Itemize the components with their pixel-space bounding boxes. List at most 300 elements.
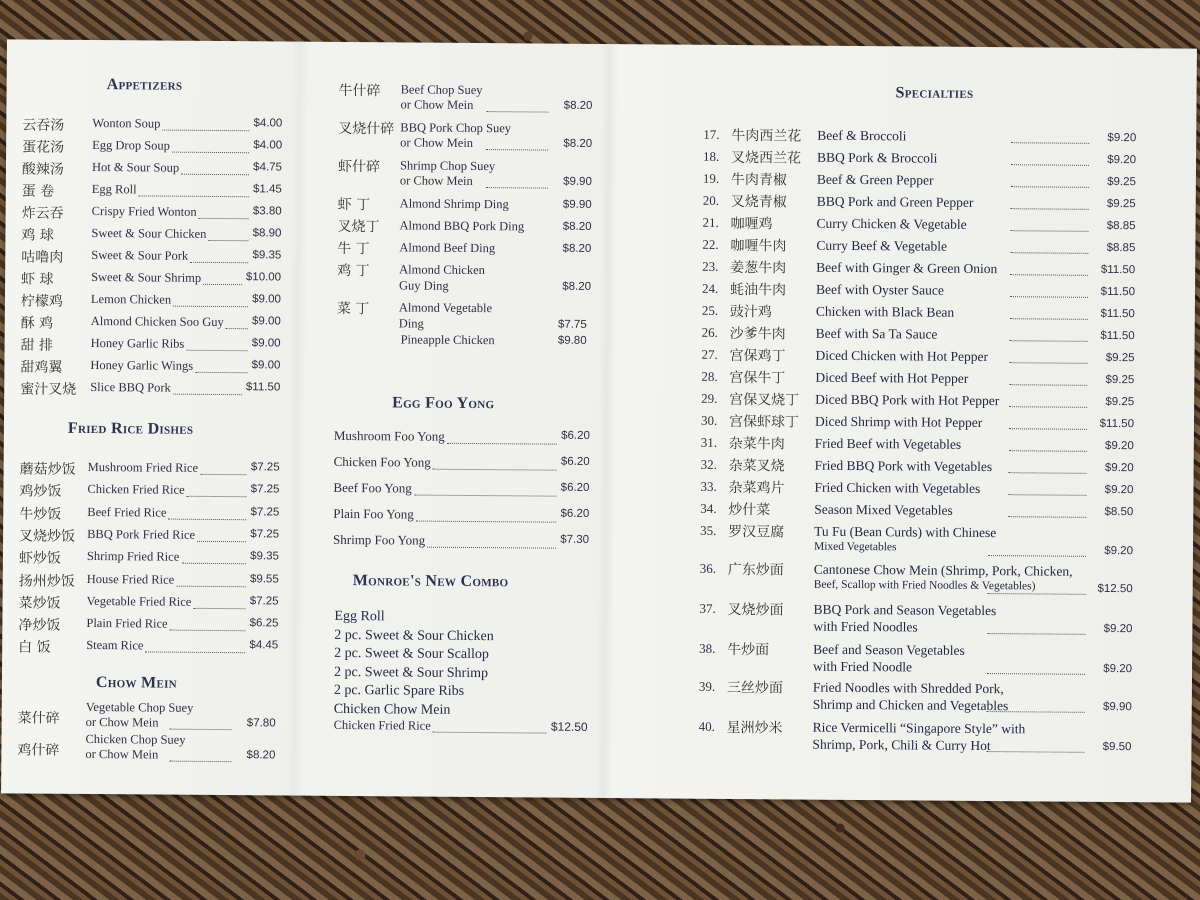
menu-row xyxy=(293,480,605,502)
dot-leader xyxy=(1011,186,1089,188)
item-price: $9.20 xyxy=(1103,662,1133,676)
item-price: $6.20 xyxy=(560,507,590,520)
item-name: Plain Foo Yong xyxy=(333,505,414,522)
combo-item: 2 pc. Sweet & Sour Chicken xyxy=(334,627,494,644)
item-price: $8.20 xyxy=(563,137,593,150)
item-price: $4.45 xyxy=(249,639,279,652)
item-name-line1: Beef & Broccoli xyxy=(817,127,907,144)
dot-leader xyxy=(190,262,248,263)
item-price: $9.50 xyxy=(1102,740,1132,754)
item-name-line2: Guy Ding xyxy=(399,278,449,293)
item-number: 38. xyxy=(699,640,716,656)
dot-leader xyxy=(1010,296,1088,298)
item-name-line2: Shrimp and Chicken and Vegetables xyxy=(812,696,1009,714)
chinese-name: 炸云吞 xyxy=(21,205,64,222)
item-price: $6.20 xyxy=(561,429,590,442)
dot-leader xyxy=(181,174,249,176)
dot-leader xyxy=(170,729,232,730)
item-name-line1: Beef with Ginger & Green Onion xyxy=(816,259,998,277)
item-price: $10.00 xyxy=(245,271,282,284)
dot-leader xyxy=(1011,142,1089,144)
item-number: 31. xyxy=(700,434,718,450)
dot-leader xyxy=(200,474,247,475)
item-price: $9.20 xyxy=(1104,483,1134,497)
menu-row xyxy=(5,247,293,269)
item-name-line1: BBQ Pork and Green Pepper xyxy=(816,193,974,210)
dot-leader xyxy=(1010,340,1088,342)
item-name-line2: or Chow Mein xyxy=(85,714,159,730)
item-price: $4.00 xyxy=(253,139,283,152)
dot-leader xyxy=(1009,362,1087,364)
item-name-line1: Shrimp Chop Suey xyxy=(399,158,496,174)
chinese-name: 牛肉西兰花 xyxy=(731,128,802,145)
item-name-line1: Fried Noodles with Shredded Pork, xyxy=(812,679,1004,697)
chinese-name: 杂菜牛肉 xyxy=(728,436,785,453)
item-name-line1: Beef with Oyster Sauce xyxy=(815,281,944,298)
item-number: 28. xyxy=(701,368,718,384)
item-name: Shrimp Foo Yong xyxy=(333,531,426,548)
item-price: $8.20 xyxy=(562,220,592,233)
item-name-line1: Beef & Green Pepper xyxy=(816,171,934,188)
item-price: $9.25 xyxy=(1107,175,1136,189)
chow-mein-heading: Chow Mein xyxy=(95,674,178,692)
chinese-name: 叉烧西兰花 xyxy=(731,150,802,167)
item-name-line1: Diced BBQ Pork with Hot Pepper xyxy=(815,391,1000,409)
item-number: 36. xyxy=(699,560,717,576)
item-name: Beef Fried Rice xyxy=(87,504,167,520)
item-name: Beef Foo Yong xyxy=(333,479,412,496)
combo-item: 2 pc. Sweet & Sour Scallop xyxy=(334,645,489,663)
item-name: Honey Garlic Wings xyxy=(90,358,194,373)
dot-leader xyxy=(1011,230,1089,232)
item-name-line2: or Chow Mein xyxy=(399,173,473,189)
item-name: BBQ Pork Fried Rice xyxy=(87,526,196,542)
item-name: Sweet & Sour Chicken xyxy=(91,226,207,241)
combo-last-item: Chicken Fried Rice xyxy=(333,717,431,733)
menu-row xyxy=(5,313,293,335)
dot-leader xyxy=(203,284,242,285)
item-name-line1: Fried Chicken with Vegetables xyxy=(814,479,981,496)
chinese-name: 净炒饭 xyxy=(18,617,61,634)
chinese-name: 柠檬鸡 xyxy=(20,293,63,310)
item-name: Lemon Chicken xyxy=(90,292,172,307)
chinese-name: 鸡 丁 xyxy=(337,262,370,280)
chinese-name: 虾什碎 xyxy=(337,158,381,176)
item-price: $9.20 xyxy=(1107,131,1137,145)
chinese-name: 牛肉青椒 xyxy=(730,172,787,189)
dot-leader xyxy=(427,547,556,549)
menu-row xyxy=(5,225,293,247)
panel-middle xyxy=(291,42,609,798)
chinese-name: 菜 丁 xyxy=(336,300,370,318)
chinese-name: 罗汉豆腐 xyxy=(728,524,785,541)
item-price: $11.50 xyxy=(245,381,281,394)
chinese-name: 鸡 球 xyxy=(21,227,54,244)
item-price: $6.20 xyxy=(560,455,590,468)
item-name-line1: Chicken Chop Suey xyxy=(85,731,186,747)
menu-row xyxy=(6,137,294,159)
item-price: $6.20 xyxy=(560,481,590,494)
item-name: Plain Fried Rice xyxy=(86,616,168,631)
menu-row xyxy=(5,291,293,313)
dot-leader xyxy=(195,372,247,373)
item-name: Slice BBQ Pork xyxy=(90,380,171,395)
item-name-line1: Beef Chop Suey xyxy=(400,82,483,98)
item-name: Mushroom Fried Rice xyxy=(87,459,199,475)
item-name-line1: Almond Beef Ding xyxy=(399,240,496,256)
item-name: Chicken Fried Rice xyxy=(87,482,185,498)
dot-leader xyxy=(208,240,248,241)
item-name: Egg Roll xyxy=(91,182,137,197)
dot-leader xyxy=(987,633,1085,635)
item-price: $7.80 xyxy=(246,717,276,730)
chinese-name: 蛋 卷 xyxy=(21,183,55,200)
menu-row xyxy=(294,428,606,450)
combo-heading: Monroe's New Combo xyxy=(352,572,509,591)
menu-paper xyxy=(1,39,1197,802)
item-price: $8.90 xyxy=(252,227,282,240)
item-number: 23. xyxy=(702,258,719,274)
dot-leader xyxy=(146,652,246,654)
chinese-name: 虾 丁 xyxy=(337,196,371,214)
menu-row xyxy=(4,379,292,401)
item-name: Crispy Fried Wonton xyxy=(91,204,197,219)
item-number: 25. xyxy=(701,302,719,318)
item-name-line2: Shrimp, Pork, Chili & Curry Hot xyxy=(812,736,991,754)
menu-row xyxy=(293,532,605,554)
menu-row xyxy=(293,506,605,528)
item-price: $9.00 xyxy=(251,359,281,372)
dot-leader xyxy=(1009,450,1087,452)
dot-leader xyxy=(173,394,242,396)
chinese-name: 宫保虾球丁 xyxy=(728,414,800,431)
chinese-name: 炒什菜 xyxy=(728,502,771,519)
dot-leader xyxy=(486,187,548,188)
chinese-name: 咖喱鸡 xyxy=(730,216,773,233)
item-name-line2: Pineapple Chicken xyxy=(400,332,495,348)
item-name-line1: Beef with Sa Ta Sauce xyxy=(815,325,938,342)
chop-suey-list xyxy=(297,42,609,189)
item-price: $9.90 xyxy=(563,175,592,188)
item-price: $9.20 xyxy=(1104,544,1134,558)
dot-leader xyxy=(1010,318,1088,320)
chinese-name: 白 饭 xyxy=(18,639,51,657)
item-name-line2: or Chow Mein xyxy=(400,135,474,151)
dot-leader xyxy=(163,130,250,132)
item-price: $3.80 xyxy=(252,205,282,218)
item-price: $4.00 xyxy=(253,117,283,130)
dot-leader xyxy=(1008,516,1086,518)
chinese-name: 云吞汤 xyxy=(22,117,65,134)
item-price: $8.20 xyxy=(562,280,592,293)
menu-row xyxy=(5,269,293,291)
item-price: $9.00 xyxy=(251,315,281,328)
item-price: $7.25 xyxy=(249,595,279,608)
item-number: 17. xyxy=(703,126,720,142)
chinese-name: 杂菜叉烧 xyxy=(728,458,785,475)
item-number: 26. xyxy=(701,324,719,340)
dot-leader xyxy=(1011,164,1089,166)
item-number: 35. xyxy=(700,522,717,538)
chinese-name: 宫保鸡丁 xyxy=(729,348,786,365)
item-price: $11.50 xyxy=(1100,307,1135,321)
chinese-name: 姜葱牛肉 xyxy=(730,260,787,277)
combo-price: $12.50 xyxy=(550,719,588,734)
menu-row xyxy=(6,181,294,203)
chinese-name: 叉烧炒饭 xyxy=(19,528,76,545)
item-price: $1.45 xyxy=(252,183,282,196)
chinese-name: 菜炒饭 xyxy=(18,595,61,612)
dot-leader xyxy=(181,563,246,565)
dot-leader xyxy=(1009,472,1087,474)
item-price: $9.00 xyxy=(251,337,281,350)
item-price: $11.50 xyxy=(1100,329,1135,343)
item-name-line1: Season Mixed Vegetables xyxy=(814,501,953,518)
item-name-line1: Diced Chicken with Hot Pepper xyxy=(815,347,989,365)
item-name-line1: Almond Vegetable xyxy=(398,300,493,316)
chinese-name: 牛 丁 xyxy=(337,240,370,258)
appetizers-heading: Appetizers xyxy=(106,76,183,94)
chinese-name: 甜 排 xyxy=(20,337,54,354)
item-number: 20. xyxy=(702,192,720,208)
menu-row xyxy=(3,571,291,593)
item-name: Chicken Foo Yong xyxy=(333,453,431,470)
item-name: Sweet & Sour Pork xyxy=(91,248,189,263)
dot-leader xyxy=(486,149,548,150)
menu-row xyxy=(6,159,294,181)
chinese-name: 牛炒饭 xyxy=(19,506,62,523)
chinese-name: 蘑菇炒饭 xyxy=(19,461,76,478)
item-name-line2: Mixed Vegetables xyxy=(813,540,897,554)
item-number: 24. xyxy=(701,280,719,296)
item-price: $9.35 xyxy=(252,249,282,262)
chinese-name: 叉烧什碎 xyxy=(338,120,395,138)
item-number: 19. xyxy=(702,170,720,186)
dot-leader xyxy=(1009,384,1087,386)
dot-leader xyxy=(416,521,557,523)
item-price: $8.85 xyxy=(1106,219,1136,233)
item-name-line1: BBQ Pork & Broccoli xyxy=(817,149,938,166)
chinese-name: 三丝炒面 xyxy=(726,680,783,697)
dot-leader xyxy=(169,761,231,762)
panel-left xyxy=(1,39,295,795)
item-price: $9.25 xyxy=(1105,395,1135,409)
chinese-name: 扬州炒饭 xyxy=(18,572,75,590)
dot-leader xyxy=(1009,406,1087,408)
menu-row xyxy=(4,357,292,379)
chinese-name: 蚝油牛肉 xyxy=(729,282,787,299)
item-name-line1: Vegetable Chop Suey xyxy=(85,699,194,715)
item-price: $7.25 xyxy=(250,505,280,519)
item-price: $9.90 xyxy=(562,198,592,211)
item-number: 18. xyxy=(703,148,720,164)
item-price: $12.50 xyxy=(1097,582,1133,596)
dot-leader xyxy=(197,541,246,542)
item-price: $8.20 xyxy=(562,242,592,255)
chinese-name: 沙爹牛肉 xyxy=(729,326,786,343)
item-price: $4.75 xyxy=(253,161,283,174)
chinese-name: 星洲炒米 xyxy=(726,720,783,737)
item-name: Sweet & Sour Shrimp xyxy=(91,270,202,285)
dot-leader xyxy=(433,732,547,734)
chinese-name: 虾炒饭 xyxy=(18,550,61,567)
panel-right xyxy=(606,44,1197,803)
item-price: $11.50 xyxy=(1100,263,1136,277)
dot-leader xyxy=(186,350,247,351)
fried-rice-heading: Fried Rice Dishes xyxy=(67,419,194,438)
chinese-name: 虾 球 xyxy=(21,271,54,288)
chinese-name: 菜什碎 xyxy=(17,710,60,727)
item-name: Honey Garlic Ribs xyxy=(90,336,185,351)
menu-row xyxy=(2,638,290,660)
item-price: $9.25 xyxy=(1106,197,1136,211)
item-name: Wonton Soup xyxy=(92,116,161,131)
chinese-name: 牛炒面 xyxy=(727,642,770,659)
menu-row xyxy=(3,526,291,548)
dot-leader xyxy=(226,328,248,329)
menu-row xyxy=(2,593,290,615)
chinese-name: 甜鸡翼 xyxy=(20,359,63,376)
combo-item: 2 pc. Sweet & Sour Shrimp xyxy=(333,664,489,681)
item-name-line1: Tu Fu (Bean Curds) with Chinese xyxy=(814,523,997,541)
item-price: $11.50 xyxy=(1100,285,1136,299)
combo-item: Egg Roll xyxy=(334,608,385,625)
item-name-line1: Curry Beef & Vegetable xyxy=(816,237,948,254)
item-name-line2: Beef, Scallop with Fried Noodles & Vegetables) xyxy=(813,578,1036,593)
item-name-line1: Almond BBQ Pork Ding xyxy=(399,218,525,234)
menu-row xyxy=(3,504,291,526)
chinese-name: 叉烧炒面 xyxy=(727,602,784,619)
item-price: $8.50 xyxy=(1104,505,1134,519)
chinese-name: 宫保叉烧丁 xyxy=(729,392,800,409)
chinese-name: 豉汁鸡 xyxy=(729,304,772,321)
item-price: $8.85 xyxy=(1106,241,1136,255)
menu-row xyxy=(4,335,292,357)
item-name-line1: Rice Vermicelli “Singapore Style” with xyxy=(812,719,1026,737)
dot-leader xyxy=(173,306,248,308)
menu-row xyxy=(6,115,294,137)
item-price: $9.20 xyxy=(1107,153,1137,167)
item-name: Hot & Sour Soup xyxy=(91,160,180,175)
item-number: 33. xyxy=(700,478,717,494)
chinese-name: 牛什碎 xyxy=(338,82,381,100)
item-price: $9.80 xyxy=(557,334,587,347)
dot-leader xyxy=(1009,428,1087,430)
item-price: $8.20 xyxy=(563,99,593,112)
chinese-name: 鸡炒饭 xyxy=(19,483,62,501)
egg-foo-yong-heading: Egg Foo Yong xyxy=(392,394,495,413)
item-price: $11.50 xyxy=(1099,417,1135,431)
item-price: $7.25 xyxy=(250,483,280,496)
specialties-heading: Specialties xyxy=(895,84,974,102)
chinese-name: 叉烧丁 xyxy=(337,218,380,236)
chinese-name: 蜜汁叉烧 xyxy=(20,381,77,398)
combo-item: 2 pc. Garlic Spare Ribs xyxy=(333,682,465,699)
item-number: 37. xyxy=(699,600,716,616)
item-price: $7.30 xyxy=(560,533,590,546)
item-price: $9.20 xyxy=(1104,439,1134,453)
item-name-line2: with Fried Noodles xyxy=(813,618,918,635)
item-price: $7.25 xyxy=(250,461,280,474)
chinese-name: 咖喱牛肉 xyxy=(730,238,787,255)
chinese-name: 酥 鸡 xyxy=(20,315,54,332)
chinese-name: 叉烧青椒 xyxy=(730,194,787,211)
item-name: Mushroom Foo Yong xyxy=(333,427,445,444)
item-price: $9.35 xyxy=(250,550,279,563)
item-price: $9.20 xyxy=(1103,622,1133,636)
chinese-name: 鸡什碎 xyxy=(17,742,60,759)
dot-leader xyxy=(447,443,557,445)
item-name-line1: BBQ Pork Chop Suey xyxy=(400,120,512,136)
item-price: $9.90 xyxy=(1102,700,1132,714)
dot-leader xyxy=(1008,494,1086,496)
chinese-name: 宫保牛丁 xyxy=(729,370,786,387)
dot-leader xyxy=(168,518,246,520)
item-name-line1: Chicken with Black Bean xyxy=(815,303,955,320)
menu-row xyxy=(294,454,606,476)
dot-leader xyxy=(1011,208,1089,210)
item-number: 30. xyxy=(700,412,718,428)
chinese-name: 酸辣汤 xyxy=(21,161,65,178)
item-name-line1: Beef and Season Vegetables xyxy=(813,641,965,658)
item-name-line2: or Chow Mein xyxy=(400,97,474,113)
dot-leader xyxy=(987,673,1085,675)
item-number: 40. xyxy=(698,718,715,734)
item-name-line2: with Fried Noodle xyxy=(813,658,913,675)
item-price: $9.00 xyxy=(252,293,281,306)
dot-leader xyxy=(172,152,249,154)
dot-leader xyxy=(414,495,557,497)
item-number: 29. xyxy=(701,390,718,406)
menu-row xyxy=(2,615,290,637)
item-number: 39. xyxy=(698,678,716,694)
item-price: $6.25 xyxy=(249,617,279,630)
item-name-line2: Ding xyxy=(398,316,424,331)
item-price: $9.55 xyxy=(249,572,279,585)
dot-leader xyxy=(1010,274,1088,276)
item-number: 21. xyxy=(702,214,719,230)
dot-leader xyxy=(187,496,247,497)
item-price: $9.20 xyxy=(1104,461,1134,475)
dot-leader xyxy=(433,469,557,471)
dot-leader xyxy=(199,218,249,219)
item-price: $9.25 xyxy=(1105,373,1135,387)
item-name-line1: Almond Chicken xyxy=(399,262,486,278)
item-number: 32. xyxy=(700,456,717,472)
item-name-line1: Diced Beef with Hot Pepper xyxy=(815,369,969,386)
item-name-line2: or Chow Mein xyxy=(85,746,159,762)
dot-leader xyxy=(988,555,1086,557)
item-name-line1: Fried Beef with Vegetables xyxy=(814,435,962,452)
dot-leader xyxy=(170,630,246,632)
chinese-name: 蛋花汤 xyxy=(22,139,65,156)
item-number: 34. xyxy=(700,500,717,516)
menu-row xyxy=(4,459,292,481)
dot-leader xyxy=(193,608,245,609)
item-name: Shrimp Fried Rice xyxy=(86,549,180,564)
item-name-line1: Almond Shrimp Ding xyxy=(399,196,509,212)
dot-leader xyxy=(176,585,246,587)
dot-leader xyxy=(988,593,1086,595)
item-name: House Fried Rice xyxy=(86,571,175,587)
item-number: 22. xyxy=(702,236,719,252)
combo-item: Chicken Chow Mein xyxy=(333,701,451,718)
item-name-line1: Fried BBQ Pork with Vegetables xyxy=(814,457,993,475)
dot-leader xyxy=(139,195,249,197)
chinese-name: 咕噜肉 xyxy=(21,249,64,266)
item-name: Steam Rice xyxy=(86,638,144,653)
dot-leader xyxy=(1010,252,1088,254)
